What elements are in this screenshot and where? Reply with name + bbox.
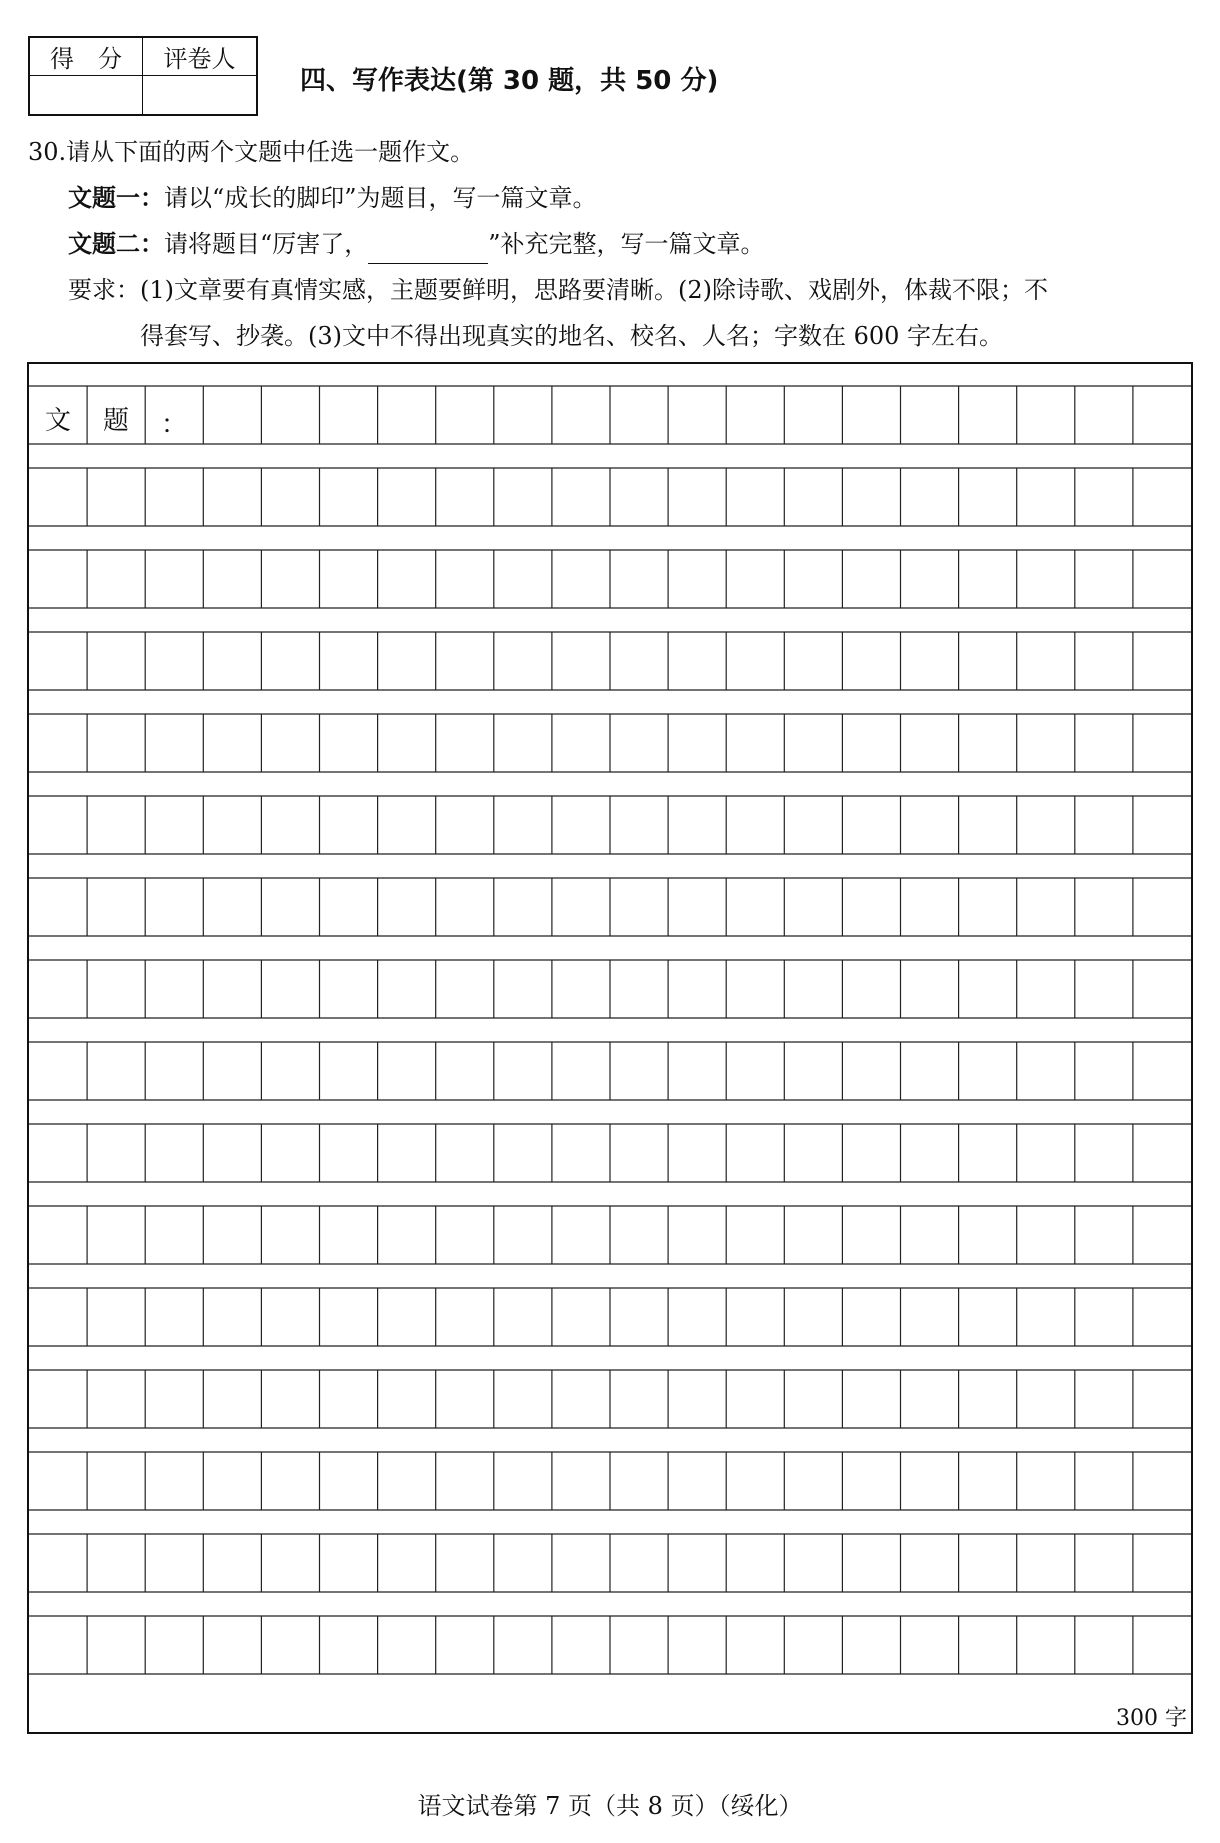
title-colon: ： — [160, 410, 187, 440]
grader-cell[interactable] — [143, 76, 256, 114]
topic-two-blank[interactable] — [368, 237, 488, 264]
topic-one-text: 请以“成长的脚印”为题目，写一篇文章。 — [164, 184, 597, 212]
grader-header: 评卷人 — [143, 38, 256, 76]
topic-one — [68, 178, 597, 218]
score-cell[interactable] — [30, 76, 143, 114]
topic-two-text-after: ”补充完整，写一篇文章。 — [488, 230, 765, 258]
requirements-line-1: 要求：(1)文章要有真情实感，主题要鲜明，思路要清晰。(2)除诗歌、戏剧外，体裁不限；不 — [68, 276, 1048, 304]
section-title: 四、写作表达(第 30 题，共 50 分) — [300, 66, 719, 96]
title-char-1: 文 — [44, 406, 71, 436]
score-table — [28, 36, 258, 116]
score-header: 得 分 — [30, 38, 143, 76]
word-count-label: 300 字 — [1114, 1701, 1189, 1732]
essay-grid-lines — [29, 364, 1195, 1736]
topic-two — [68, 224, 765, 264]
topic-one-label: 文题一： — [68, 184, 164, 212]
title-char-2: 题 — [102, 406, 129, 436]
requirements-line-2: 得套写、抄袭。(3)文中不得出现真实的地名、校名、人名；字数在 600 字左右。 — [140, 322, 1004, 350]
topic-two-text-before: 请将题目“厉害了， — [164, 230, 369, 258]
essay-answer-grid[interactable] — [27, 362, 1193, 1734]
question-prompt: 30.请从下面的两个文题中任选一题作文。 — [28, 138, 475, 166]
page-footer: 语文试卷第 7 页（共 8 页）（绥化） — [417, 1792, 803, 1820]
topic-two-label: 文题二： — [68, 230, 164, 258]
